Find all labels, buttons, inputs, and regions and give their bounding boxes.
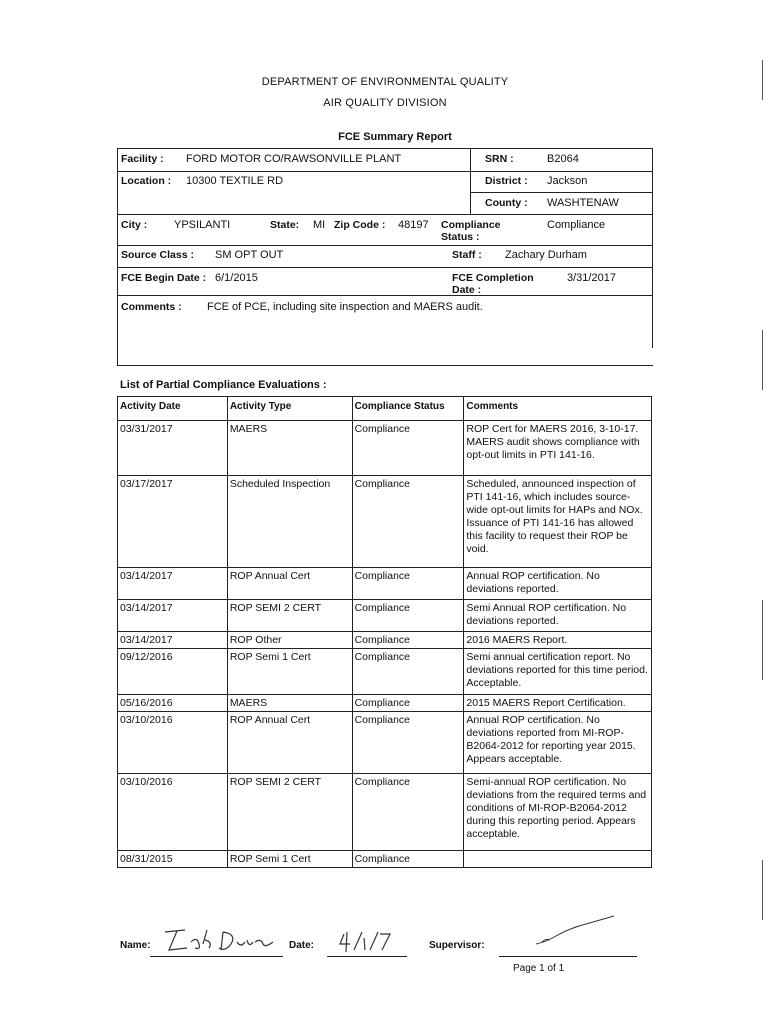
- row-divider-1: [117, 171, 653, 172]
- supervisor-label: Supervisor:: [429, 940, 485, 951]
- cell-date: 03/17/2017: [118, 476, 228, 568]
- table-row: [118, 851, 652, 868]
- table-row: [118, 476, 652, 568]
- table-row: [118, 649, 652, 695]
- cell-comments: [464, 851, 652, 868]
- county-value: WASHTENAW: [547, 197, 619, 209]
- box-left-border: [117, 148, 118, 366]
- row-divider-2: [117, 214, 653, 215]
- cell-date: 03/14/2017: [118, 632, 228, 649]
- facility-value: FORD MOTOR CO/RAWSONVILLE PLANT: [186, 153, 402, 165]
- table-row: [118, 774, 652, 851]
- cell-status: Compliance: [352, 851, 464, 868]
- fce-completion-label-2: Date :: [452, 284, 482, 296]
- srn-label: SRN :: [485, 153, 514, 165]
- location-label: Location :: [121, 175, 172, 187]
- row-divider-4: [117, 267, 653, 268]
- header-activity-type: Activity Type: [227, 397, 352, 421]
- city-label: City :: [121, 219, 148, 231]
- district-value: Jackson: [547, 175, 588, 187]
- table-row: [118, 632, 652, 649]
- cell-date: 03/14/2017: [118, 600, 228, 632]
- location-value: 10300 TEXTILE RD: [186, 175, 284, 187]
- cell-type: ROP Other: [227, 632, 352, 649]
- table-row: [118, 421, 652, 476]
- cell-comments: Semi Annual ROP certification. No deviations reported.: [464, 600, 652, 632]
- cell-status: Compliance: [352, 712, 464, 774]
- cell-date: 03/10/2016: [118, 774, 228, 851]
- cell-type: ROP SEMI 2 CERT: [227, 774, 352, 851]
- scan-edge-mark: [762, 600, 763, 680]
- source-class-label: Source Class :: [121, 249, 194, 261]
- county-label: County :: [485, 197, 528, 209]
- cell-comments: Semi annual certification report. No deviations reported for this time period. Acceptable.: [464, 649, 652, 695]
- cell-date: 05/16/2016: [118, 695, 228, 712]
- cell-type: ROP Annual Cert: [227, 568, 352, 600]
- fce-begin-value: 6/1/2015: [215, 272, 258, 284]
- cell-status: Compliance: [352, 649, 464, 695]
- state-label: State:: [270, 219, 300, 231]
- division-heading: AIR QUALITY DIVISION: [323, 97, 447, 109]
- row-divider-3: [117, 245, 653, 246]
- name-line: [150, 956, 283, 957]
- cell-comments: Semi-annual ROP certification. No deviations from the required terms and conditions of MI-ROP-B2064-2012 during this reporting period. Appears acceptable.: [464, 774, 652, 851]
- report-title: FCE Summary Report: [338, 131, 452, 143]
- cell-type: ROP Semi 1 Cert: [227, 649, 352, 695]
- compliance-status-label: Compliance: [441, 219, 501, 231]
- cell-comments: Annual ROP certification. No deviations reported.: [464, 568, 652, 600]
- cell-status: Compliance: [352, 476, 464, 568]
- cell-comments: ROP Cert for MAERS 2016, 3-10-17. MAERS audit shows compliance with opt-out limits in PTI 141-16.: [464, 421, 652, 476]
- date-handwritten-image: [338, 928, 398, 956]
- cell-comments: Annual ROP certification. No deviations reported from MI-ROP-B2064-2012 for reporting year 2015. Appears acceptable.: [464, 712, 652, 774]
- source-class-value: SM OPT OUT: [215, 249, 284, 261]
- cell-date: 09/12/2016: [118, 649, 228, 695]
- cell-status: Compliance: [352, 600, 464, 632]
- row-divider-5: [117, 295, 653, 296]
- cell-status: Compliance: [352, 774, 464, 851]
- srn-value: B2064: [547, 153, 579, 165]
- header-comments: Comments: [464, 397, 652, 421]
- name-label: Name:: [120, 940, 151, 951]
- date-label: Date:: [289, 940, 315, 951]
- zip-value: 48197: [398, 219, 429, 231]
- box-right-border: [652, 148, 653, 348]
- department-heading: DEPARTMENT OF ENVIRONMENTAL QUALITY: [261, 76, 509, 88]
- cell-status: Compliance: [352, 632, 464, 649]
- cell-date: 03/31/2017: [118, 421, 228, 476]
- scan-edge-mark: [762, 330, 763, 390]
- cell-type: ROP SEMI 2 CERT: [227, 600, 352, 632]
- comments-value: FCE of PCE, including site inspection and MAERS audit.: [207, 301, 483, 313]
- compliance-status-label-2: Status :: [441, 231, 480, 243]
- fce-begin-label: FCE Begin Date :: [121, 272, 207, 284]
- header-activity-date: Activity Date: [118, 397, 228, 421]
- cell-type: MAERS: [227, 695, 352, 712]
- cell-status: Compliance: [352, 421, 464, 476]
- box-bottom-border: [117, 365, 653, 366]
- name-signature-image: [155, 924, 285, 960]
- supervisor-signature-image: [530, 914, 620, 950]
- fce-completion-value: 3/31/2017: [567, 272, 616, 284]
- cell-date: 03/10/2016: [118, 712, 228, 774]
- cell-comments: 2016 MAERS Report.: [464, 632, 652, 649]
- staff-value: Zachary Durham: [505, 249, 587, 261]
- partial-evaluations-table: [117, 396, 652, 868]
- header-compliance-status: Compliance Status: [352, 397, 464, 421]
- city-value: YPSILANTI: [174, 219, 231, 231]
- box-top-border: [117, 148, 653, 149]
- staff-label: Staff :: [452, 249, 482, 261]
- table-header-row: [118, 397, 652, 421]
- state-value: MI: [313, 219, 326, 231]
- cell-comments: 2015 MAERS Report Certification.: [464, 695, 652, 712]
- page-number: Page 1 of 1: [513, 963, 565, 974]
- cell-status: Compliance: [352, 695, 464, 712]
- cell-date: 08/31/2015: [118, 851, 228, 868]
- partial-evaluations-title: List of Partial Compliance Evaluations :: [120, 379, 327, 391]
- date-line: [327, 956, 407, 957]
- scan-edge-mark: [762, 860, 763, 920]
- row-divider-district: [470, 192, 653, 193]
- cell-comments: Scheduled, announced inspection of PTI 141-16, which includes source-wide opt-out limits for HAPs and NOx. Issuance of PTI 141-16 has allowed this facility to request their ROP be void.: [464, 476, 652, 568]
- cell-type: Scheduled Inspection: [227, 476, 352, 568]
- cell-date: 03/14/2017: [118, 568, 228, 600]
- cell-type: ROP Semi 1 Cert: [227, 851, 352, 868]
- scan-edge-mark: [762, 60, 763, 100]
- fce-completion-label: FCE Completion: [452, 272, 534, 284]
- cell-status: Compliance: [352, 568, 464, 600]
- facility-label: Facility :: [121, 153, 164, 165]
- zip-label: Zip Code :: [334, 219, 386, 231]
- district-label: District :: [485, 175, 528, 187]
- table-row: [118, 600, 652, 632]
- cell-type: ROP Annual Cert: [227, 712, 352, 774]
- table-row: [118, 712, 652, 774]
- compliance-status-value: Compliance: [547, 219, 606, 231]
- table-row: [118, 568, 652, 600]
- comments-label: Comments :: [121, 301, 182, 313]
- table-row: [118, 695, 652, 712]
- cell-type: MAERS: [227, 421, 352, 476]
- supervisor-line: [499, 956, 637, 957]
- srn-divider: [470, 148, 471, 214]
